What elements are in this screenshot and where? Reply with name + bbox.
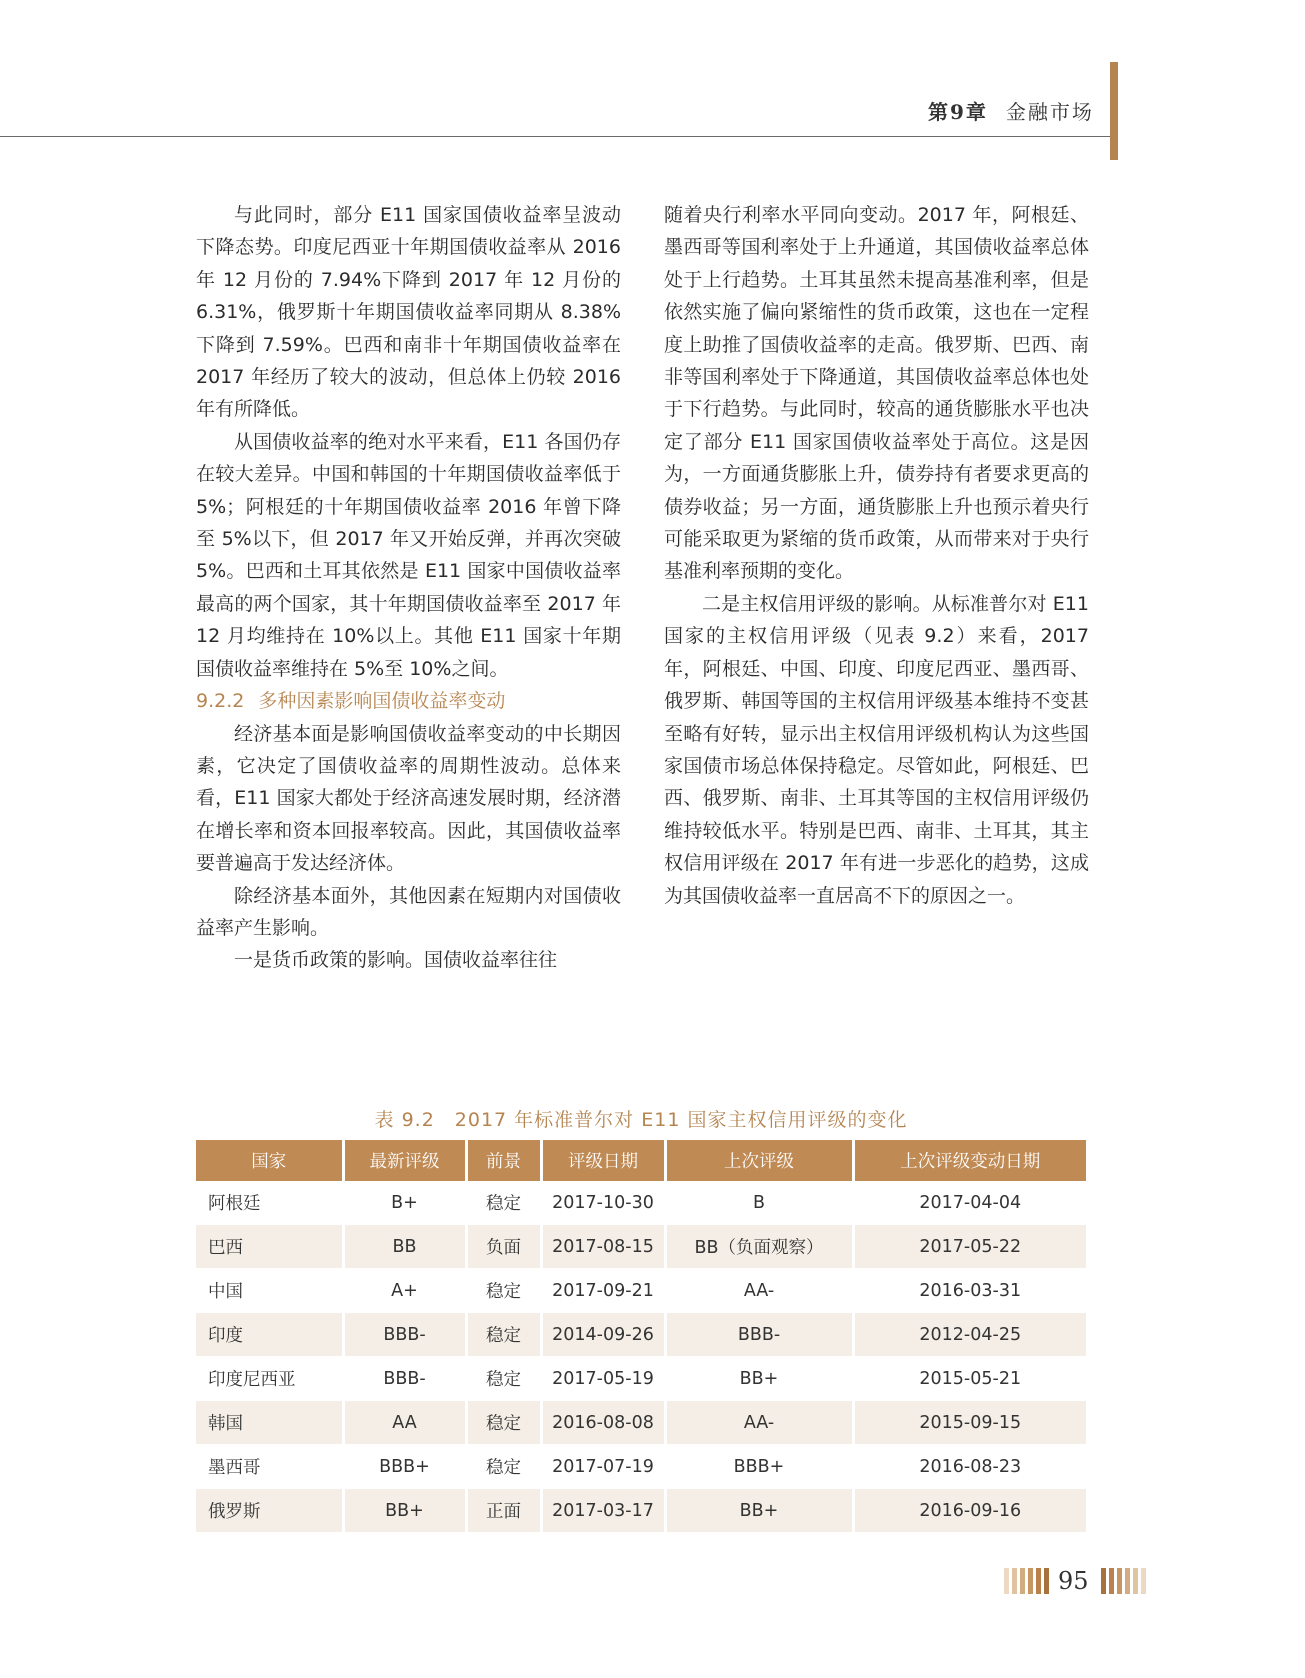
cell-outlook: 稳定 xyxy=(466,1181,541,1225)
cell-latest-rating: B+ xyxy=(343,1181,466,1225)
table-row xyxy=(196,1445,1086,1489)
cell-rating-date: 2017-08-15 xyxy=(541,1225,665,1269)
credit-rating-table xyxy=(196,1140,1086,1533)
running-header xyxy=(928,96,1094,125)
cell-previous-rating: BBB- xyxy=(665,1313,853,1357)
cell-outlook: 负面 xyxy=(466,1225,541,1269)
cell-outlook: 稳定 xyxy=(466,1445,541,1489)
right-column xyxy=(664,199,1089,912)
header-accent-bar xyxy=(1110,62,1118,160)
cell-country: 阿根廷 xyxy=(196,1181,343,1225)
table-row xyxy=(196,1489,1086,1533)
cell-latest-rating: BB+ xyxy=(343,1489,466,1533)
column-header: 前景 xyxy=(466,1140,541,1181)
paragraph: 随着央行利率水平同向变动。2017 年，阿根廷、墨西哥等国利率处于上升通道，其国债收益率总体处于上行趋势。土耳其虽然未提高基准利率，但是依然实施了偏向紧缩性的货币政策，这也在一定程度上助推了国债收益率的走高。俄罗斯、巴西、南非等国利率处于下降通道，其国债收益率总体也处于下行趋势。与此同时，较高的通货膨胀水平也决定了部分 E11 国家国债收益率处于高位。这是因为，一方面通货膨胀上升，债券持有者要求更高的债券收益；另一方面，通货膨胀上升也预示着央行可能采取更为紧缩的货币政策，从而带来对于央行基准利率预期的变化。 xyxy=(664,204,1089,583)
cell-outlook: 稳定 xyxy=(466,1269,541,1313)
table-row xyxy=(196,1401,1086,1445)
cell-previous-rating: AA- xyxy=(665,1269,853,1313)
section-title: 多种因素影响国债收益率变动 xyxy=(258,690,506,713)
cell-previous-rating: B xyxy=(665,1181,853,1225)
page-footer xyxy=(1004,1567,1149,1595)
table-header-row xyxy=(196,1140,1086,1181)
cell-outlook: 正面 xyxy=(466,1489,541,1533)
cell-previous-rating: BB+ xyxy=(665,1357,853,1401)
cell-country: 巴西 xyxy=(196,1225,343,1269)
cell-outlook: 稳定 xyxy=(466,1313,541,1357)
cell-previous-rating: BB（负面观察） xyxy=(665,1225,853,1269)
cell-country: 印度 xyxy=(196,1313,343,1357)
paragraph: 一是货币政策的影响。国债收益率往往 xyxy=(234,949,558,972)
table-row xyxy=(196,1225,1086,1269)
table-row xyxy=(196,1313,1086,1357)
footer-stripes-left xyxy=(1004,1568,1052,1594)
cell-previous-rating: BB+ xyxy=(665,1489,853,1533)
left-column xyxy=(196,199,621,977)
cell-latest-rating: BBB- xyxy=(343,1313,466,1357)
cell-latest-rating: BBB- xyxy=(343,1357,466,1401)
cell-previous-change-date: 2017-05-22 xyxy=(853,1225,1086,1269)
cell-previous-change-date: 2012-04-25 xyxy=(853,1313,1086,1357)
section-heading xyxy=(196,685,621,717)
cell-latest-rating: BB xyxy=(343,1225,466,1269)
chapter-number: 第9章 xyxy=(928,100,988,124)
column-header: 评级日期 xyxy=(541,1140,665,1181)
section-number: 9.2.2 xyxy=(196,690,245,713)
cell-outlook: 稳定 xyxy=(466,1357,541,1401)
footer-stripes-right xyxy=(1101,1568,1149,1594)
column-header: 国家 xyxy=(196,1140,343,1181)
column-header: 上次评级变动日期 xyxy=(853,1140,1086,1181)
cell-rating-date: 2016-08-08 xyxy=(541,1401,665,1445)
cell-outlook: 稳定 xyxy=(466,1401,541,1445)
cell-previous-change-date: 2015-05-21 xyxy=(853,1357,1086,1401)
column-header: 最新评级 xyxy=(343,1140,466,1181)
cell-rating-date: 2017-07-19 xyxy=(541,1445,665,1489)
chapter-title: 金融市场 xyxy=(1005,100,1094,124)
paragraph: 除经济基本面外，其他因素在短期内对国债收益率产生影响。 xyxy=(196,884,621,939)
column-header: 上次评级 xyxy=(665,1140,853,1181)
cell-previous-change-date: 2017-04-04 xyxy=(853,1181,1086,1225)
table-row xyxy=(196,1269,1086,1313)
cell-previous-rating: BBB+ xyxy=(665,1445,853,1489)
header-rule xyxy=(0,136,1110,137)
cell-rating-date: 2017-10-30 xyxy=(541,1181,665,1225)
cell-country: 俄罗斯 xyxy=(196,1489,343,1533)
cell-rating-date: 2017-03-17 xyxy=(541,1489,665,1533)
cell-previous-change-date: 2015-09-15 xyxy=(853,1401,1086,1445)
cell-rating-date: 2017-05-19 xyxy=(541,1357,665,1401)
cell-previous-change-date: 2016-08-23 xyxy=(853,1445,1086,1489)
cell-previous-change-date: 2016-03-31 xyxy=(853,1269,1086,1313)
cell-previous-rating: AA- xyxy=(665,1401,853,1445)
paragraph: 从国债收益率的绝对水平来看，E11 各国仍存在较大差异。中国和韩国的十年期国债收益率低于 5%；阿根廷的十年期国债收益率 2016 年曾下降至 5%以下，但 2017 年又开始反弹，并再次突破 5%。巴西和土耳其依然是 E11 国家中国债收益率最高的两个国家，其十年期国债收益率至 2017 年 12 月均维持在 10%以上。其他 E11 国家十年期国债收益率维持在 5%至 10%之间。 xyxy=(196,430,621,680)
table-row xyxy=(196,1357,1086,1401)
cell-latest-rating: AA xyxy=(343,1401,466,1445)
paragraph: 二是主权信用评级的影响。从标准普尔对 E11 国家的主权信用评级（见表 9.2）来看，2017 年，阿根廷、中国、印度、印度尼西亚、墨西哥、俄罗斯、韩国等国的主权信用评级基本维持不变甚至略有好转，显示出主权信用评级机构认为这些国家国债市场总体保持稳定。尽管如此，阿根廷、巴西、俄罗斯、南非、土耳其等国的主权信用评级仍维持较低水平。特别是巴西、南非、土耳其，其主权信用评级在 2017 年有进一步恶化的趋势，这成为其国债收益率一直居高不下的原因之一。 xyxy=(664,592,1089,907)
cell-country: 韩国 xyxy=(196,1401,343,1445)
cell-country: 印度尼西亚 xyxy=(196,1357,343,1401)
cell-rating-date: 2017-09-21 xyxy=(541,1269,665,1313)
cell-latest-rating: BBB+ xyxy=(343,1445,466,1489)
cell-country: 中国 xyxy=(196,1269,343,1313)
cell-rating-date: 2014-09-26 xyxy=(541,1313,665,1357)
paragraph: 经济基本面是影响国债收益率变动的中长期因素，它决定了国债收益率的周期性波动。总体来看，E11 国家大都处于经济高速发展时期，经济潜在增长率和资本回报率较高。因此，其国债收益率要普遍高于发达经济体。 xyxy=(196,722,621,875)
page-number: 95 xyxy=(1058,1567,1089,1595)
table-row xyxy=(196,1181,1086,1225)
cell-latest-rating: A+ xyxy=(343,1269,466,1313)
cell-country: 墨西哥 xyxy=(196,1445,343,1489)
cell-previous-change-date: 2016-09-16 xyxy=(853,1489,1086,1533)
table-caption: 表 9.2 2017 年标准普尔对 E11 国家主权信用评级的变化 xyxy=(374,1109,908,1131)
paragraph: 与此同时，部分 E11 国家国债收益率呈波动下降态势。印度尼西亚十年期国债收益率从 2016 年 12 月份的 7.94%下降到 2017 年 12 月份的 6.31%，俄罗斯十年期国债收益率同期从 8.38%下降到 7.59%。巴西和南非十年期国债收益率在 2017 年经历了较大的波动，但总体上仍较 2016 年有所降低。 xyxy=(196,204,621,421)
